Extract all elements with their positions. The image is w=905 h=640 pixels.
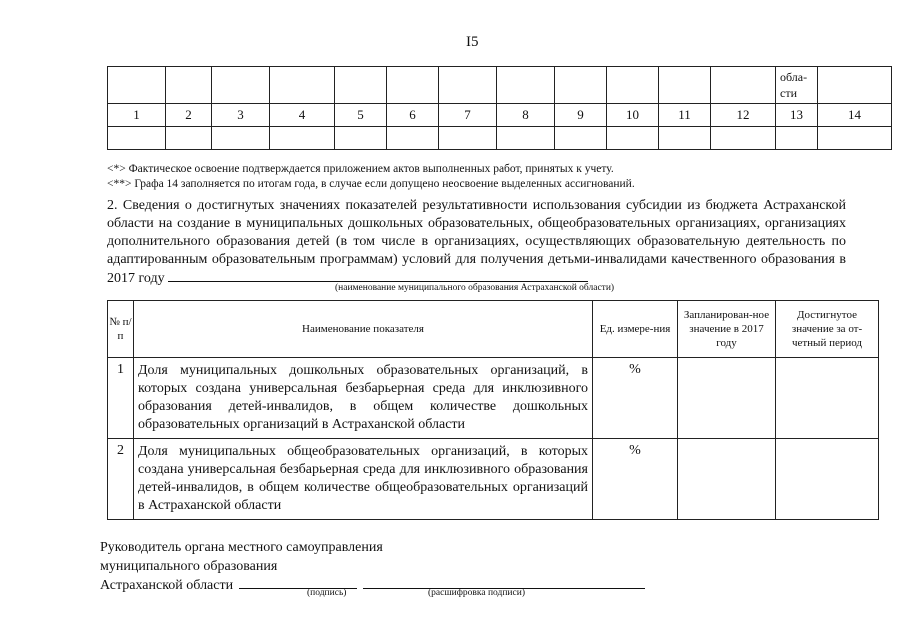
top-cell-oblasti [776, 67, 818, 104]
indicators-table [107, 300, 879, 520]
section-text: 2. Сведения о достигнутых значениях показателей результативности использования субсидии из бюджета Астраханской области на создание в муниципальных дошкольных образовательных, общеобразовательных организациях, организациях дополнительного образования детей (в том числе в организациях, осуществляющих образовательную деятельность по адаптированным образовательным программам) условий для получения детьми-инвалидами качественного образования в 2017 году [107, 198, 846, 286]
empty-cell [166, 127, 212, 150]
row-planned [678, 439, 776, 520]
header-unit: Ед. измере-ния [593, 301, 678, 358]
empty-cell [270, 127, 335, 150]
top-cell [166, 67, 212, 104]
row-unit: % [593, 358, 678, 439]
row-name: Доля муниципальных дошкольных образовательных организаций, в которых создана универсальная безбарьерная среда для инклюзивного образования детей-инвалидов, в общем количестве дошкольных образовательных организаций в Астраханской области [134, 358, 593, 439]
top-cell [108, 67, 166, 104]
signature-block [100, 538, 645, 595]
column-number: 10 [607, 104, 659, 127]
header-fragment: обла- [780, 70, 808, 84]
section-paragraph [107, 197, 846, 288]
empty-cell [439, 127, 497, 150]
empty-cell [335, 127, 387, 150]
top-cell [607, 67, 659, 104]
top-cell [555, 67, 607, 104]
municipality-caption: (наименование муниципального образования Астраханской области) [335, 283, 615, 293]
footnote: <*> Фактическое освоение подтверждается приложением актов выполненных работ, принятых к учету. [107, 163, 614, 175]
top-table [107, 66, 892, 150]
header-planned: Запланирован-ное значение в 2017 году [678, 301, 776, 358]
header-achieved: Достигнутое значение за от-четный период [776, 301, 879, 358]
signature-line3: Астраханской области [100, 578, 234, 593]
column-number: 13 [776, 104, 818, 127]
top-cell [497, 67, 555, 104]
column-number: 11 [659, 104, 711, 127]
top-cell [212, 67, 270, 104]
signature-line2: муниципального образования [100, 559, 278, 574]
empty-cell [818, 127, 892, 150]
header-num: № п/п [108, 301, 134, 358]
column-number: 3 [212, 104, 270, 127]
footnote: <**> Графа 14 заполняется по итогам года, в случае если допущено неосвоение выделенных ассигнований. [107, 178, 635, 190]
empty-cell [108, 127, 166, 150]
empty-cell [555, 127, 607, 150]
column-number: 1 [108, 104, 166, 127]
column-number: 14 [818, 104, 892, 127]
row-achieved [776, 439, 879, 520]
municipality-blank [168, 269, 588, 282]
empty-cell [387, 127, 439, 150]
signature-line1: Руководитель органа местного самоуправления [100, 540, 383, 555]
empty-cell [607, 127, 659, 150]
column-number: 2 [166, 104, 212, 127]
row-unit: % [593, 439, 678, 520]
table-row [108, 439, 879, 520]
row-num: 2 [108, 439, 134, 520]
row-num: 1 [108, 358, 134, 439]
column-number: 12 [711, 104, 776, 127]
empty-cell [659, 127, 711, 150]
row-name: Доля муниципальных общеобразовательных организаций, в которых создана универсальная безбарьерная среда для инклюзивного образования детей-инвалидов, в общем количестве общеобразовательных организаций в Астраханской области [134, 439, 593, 520]
top-cell [270, 67, 335, 104]
empty-cell [497, 127, 555, 150]
page-number: I5 [466, 34, 479, 50]
table-row [108, 358, 879, 439]
top-cell [439, 67, 497, 104]
column-number: 5 [335, 104, 387, 127]
empty-cell [711, 127, 776, 150]
caption-signature: (подпись) [307, 588, 347, 598]
empty-cell [776, 127, 818, 150]
column-number: 6 [387, 104, 439, 127]
top-cell [711, 67, 776, 104]
column-number: 4 [270, 104, 335, 127]
row-planned [678, 358, 776, 439]
top-cell [335, 67, 387, 104]
column-number: 7 [439, 104, 497, 127]
top-cell [818, 67, 892, 104]
column-number: 8 [497, 104, 555, 127]
row-achieved [776, 358, 879, 439]
top-cell [659, 67, 711, 104]
header-name: Наименование показателя [134, 301, 593, 358]
empty-cell [212, 127, 270, 150]
signature-line3-wrap [100, 576, 645, 595]
caption-decode: (расшифровка подписи) [428, 588, 525, 598]
top-cell [387, 67, 439, 104]
column-number: 9 [555, 104, 607, 127]
footnotes [107, 162, 635, 192]
header-fragment: сти [780, 86, 797, 100]
